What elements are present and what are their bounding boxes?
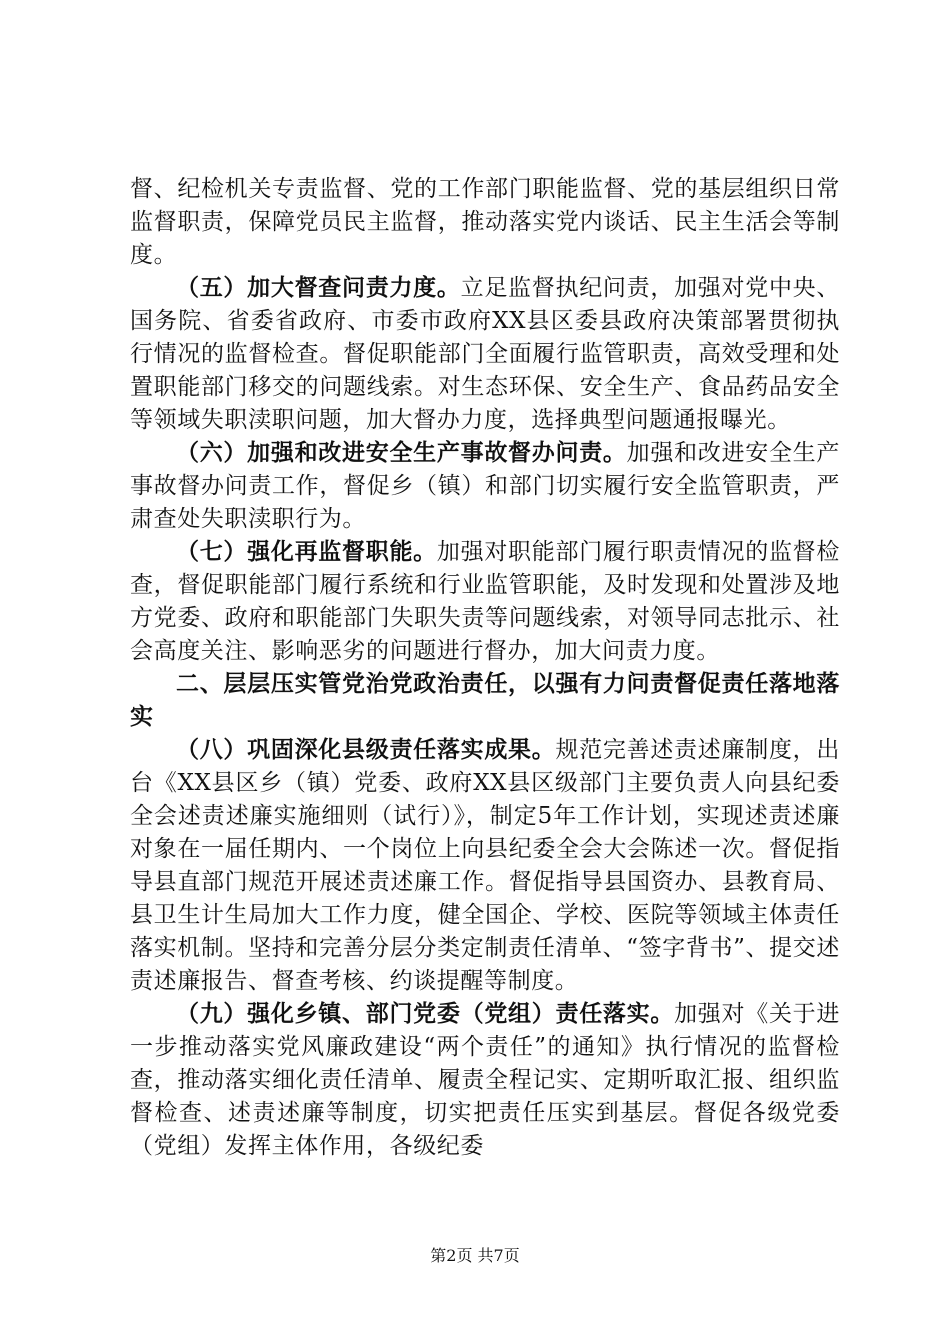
paragraph-heading: （五）加大督查问责力度。 <box>176 275 461 301</box>
paragraph-text: 督、纪检机关专责监督、党的工作部门职能监督、党的基层组织日常监督职责，保障党员民主监督，推动落实党内谈话、民主生活会等制度。 <box>130 176 840 268</box>
paragraph <box>130 998 840 1163</box>
document-body <box>130 173 840 1163</box>
page-footer: 第2页 共7页 <box>430 1246 520 1265</box>
paragraph-text: 加强和改进安全生产事故督办问责工作，督促乡（镇）和部门切实履行安全监管职责，严肃查处失职渎职行为。 <box>130 440 841 532</box>
paragraph-text: 立足监督执纪问责，加强对党中央、国务院、省委省政府、市委市政府XX县区委县政府决策部署贯彻执行情况的监督检查。督促职能部门全面履行监管职责，高效受理和处置职能部门移交的问题线索。对生态环保、安全生产、食品药品安全等领域失职渎职问题，加大督办力度，选择典型问题通报曝光。 <box>130 275 840 433</box>
paragraph <box>130 173 840 272</box>
paragraph <box>130 437 840 536</box>
paragraph-text: 加强对《关于进一步推动落实党风廉政建设“两个责任”的通知》执行情况的监督检查，推动落实细化责任清单、履责全程记实、定期听取汇报、组织监督检查、述责述廉等制度，切实把责任压实到基层。督促各级党委（党组）发挥主体作用，各级纪委 <box>130 1001 841 1159</box>
section-heading <box>130 668 840 734</box>
paragraph-text: 规范完善述责述廉制度，出台《XX县区乡（镇）党委、政府XX县区级部门主要负责人向县纪委全会述责述廉实施细则（试行）》，制定5年工作计划，实现述责述廉对象在一届任期内、一个岗位上向县纪委全会大会陈述一次。督促指导县直部门规范开展述责述廉工作。督促指导县国资办、县教育局、县卫生计生局加大工作力度，健全国企、学校、医院等领域主体责任落实机制。坚持和完善分层分类定制责任清单、“签字背书”、提交述责述廉报告、督查考核、约谈提醒等制度。 <box>130 737 840 994</box>
paragraph-heading: （七）强化再监督职能。 <box>176 539 437 565</box>
paragraph <box>130 536 840 668</box>
paragraph-heading: （九）强化乡镇、部门党委（党组）责任落实。 <box>176 1001 675 1027</box>
paragraph-heading: （八）巩固深化县级责任落实成果。 <box>176 737 556 763</box>
section-heading-text: 二、层层压实管党治党政治责任，以强有力问责督促责任落地落实 <box>130 671 840 730</box>
paragraph-text: 加强对职能部门履行职责情况的监督检查，督促职能部门履行系统和行业监管职能，及时发现和处置涉及地方党委、政府和职能部门失职失责等问题线索，对领导同志批示、社会高度关注、影响恶劣的问题进行督办，加大问责力度。 <box>130 539 840 664</box>
paragraph-heading: （六）加强和改进安全生产事故督办问责。 <box>176 440 627 466</box>
paragraph <box>130 734 840 998</box>
paragraph <box>130 272 840 437</box>
